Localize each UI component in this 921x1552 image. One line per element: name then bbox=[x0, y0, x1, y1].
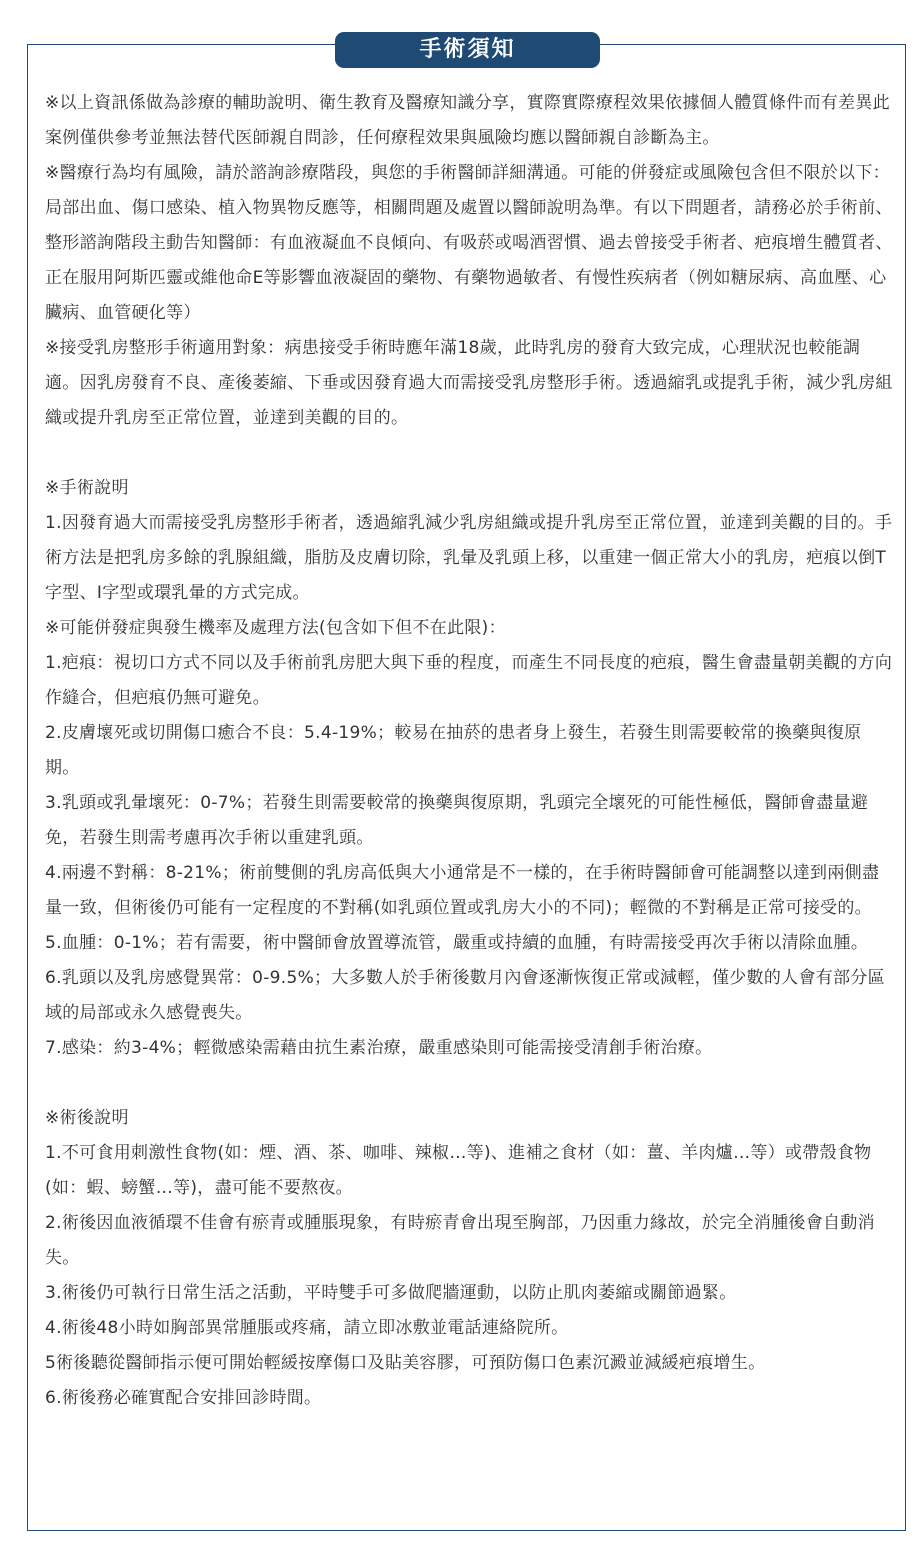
page-title: 手術須知 bbox=[335, 32, 600, 68]
postop-item: 3.術後仍可執行日常生活之活動，平時雙手可多做爬牆運動，以防止肌肉萎縮或關節過緊。 bbox=[45, 1283, 737, 1303]
disclaimer-paragraph: ※接受乳房整形手術適用對象：病患接受手術時應年滿18歲，此時乳房的發育大致完成，心理狀況也較能調適。因乳房發育不良、產後萎縮、下垂或因發育過大而需接受乳房整形手術。透過縮乳或提乳手術，減少乳房組織或提升乳房至正常位置，並達到美觀的目的。 bbox=[45, 338, 893, 428]
section-heading-surgery: ※手術說明 bbox=[45, 478, 129, 498]
complication-item: 1.疤痕：視切口方式不同以及手術前乳房肥大與下垂的程度，而產生不同長度的疤痕，醫生會盡量朝美觀的方向作縫合，但疤痕仍無可避免。 bbox=[45, 653, 893, 708]
complication-item: 7.感染：約3-4%；輕微感染需藉由抗生素治療，嚴重感染則可能需接受清創手術治療。 bbox=[45, 1038, 713, 1058]
complication-item: 6.乳頭以及乳房感覺異常：0-9.5%；大多數人於手術後數月內會逐漸恢復正常或減輕，僅少數的人會有部分區域的局部或永久感覺喪失。 bbox=[45, 968, 885, 1023]
complication-item: 4.兩邊不對稱：8-21%；術前雙側的乳房高低與大小通常是不一樣的，在手術時醫師會可能調整以達到兩側盡量一致，但術後仍可能有一定程度的不對稱(如乳頭位置或乳房大小的不同)；輕微的不對稱是正常可接受的。 bbox=[45, 863, 880, 918]
complications-heading: ※可能併發症與發生機率及處理方法(包含如下但不在此限)： bbox=[45, 618, 506, 638]
disclaimer-paragraph: ※以上資訊係做為診療的輔助說明、衛生教育及醫療知識分享，實際實際療程效果依據個人體質條件而有差異此案例僅供參考並無法替代医師親自問診，任何療程效果與風險均應以醫師親自診斷為主。 bbox=[45, 93, 890, 148]
complication-item: 5.血腫：0-1%；若有需要，術中醫師會放置導流管，嚴重或持續的血腫，有時需接受再次手術以清除血腫。 bbox=[45, 933, 869, 953]
postop-item: 1.不可食用刺激性食物(如：煙、酒、茶、咖啡、辣椒…等)、進補之食材（如：薑、羊肉爐…等）或帶殼食物(如：蝦、螃蟹…等)，盡可能不要熬夜。 bbox=[45, 1143, 872, 1198]
postop-item: 2.術後因血液循環不佳會有瘀青或腫脹現象，有時瘀青會出現至胸部，乃因重力緣故，於完全消腫後會自動消失。 bbox=[45, 1213, 875, 1268]
notice-content bbox=[45, 86, 893, 1416]
section-spacer bbox=[45, 1066, 893, 1101]
postop-item: 5術後聽從醫師指示便可開始輕緩按摩傷口及貼美容膠，可預防傷口色素沉澱並減緩疤痕增生。 bbox=[45, 1353, 766, 1373]
surgery-description: 1.因發育過大而需接受乳房整形手術者，透過縮乳減少乳房組織或提升乳房至正常位置，並達到美觀的目的。手術方法是把乳房多餘的乳腺組織，脂肪及皮膚切除，乳暈及乳頭上移，以重建一個正常大小的乳房，疤痕以倒T字型、I字型或環乳暈的方式完成。 bbox=[45, 513, 893, 603]
complication-item: 3.乳頭或乳暈壞死：0-7%；若發生則需要較常的換藥與復原期，乳頭完全壞死的可能性極低，醫師會盡量避免，若發生則需考慮再次手術以重建乳頭。 bbox=[45, 793, 869, 848]
section-heading-postop: ※術後說明 bbox=[45, 1108, 129, 1128]
disclaimer-paragraph: ※醫療行為均有風險，請於諮詢診療階段，與您的手術醫師詳細溝通。可能的併發症或風險包含但不限於以下：局部出血、傷口感染、植入物異物反應等，相關問題及處置以醫師說明為準。有以下問題者，請務必於手術前、整形諮詢階段主動告知醫師：有血液凝血不良傾向、有吸菸或喝酒習慣、過去曾接受手術者、疤痕增生體質者、正在服用阿斯匹靈或維他命E等影響血液凝固的藥物、有藥物過敏者、有慢性疾病者（例如糖尿病、高血壓、心臟病、血管硬化等） bbox=[45, 163, 893, 323]
postop-item: 4.術後48小時如胸部異常腫脹或疼痛，請立即冰敷並電話連絡院所。 bbox=[45, 1318, 569, 1338]
section-spacer bbox=[45, 436, 893, 471]
complication-item: 2.皮膚壞死或切開傷口癒合不良：5.4-19%；較易在抽菸的患者身上發生，若發生則需要較常的換藥與復原期。 bbox=[45, 723, 862, 778]
postop-item: 6.術後務必確實配合安排回診時間。 bbox=[45, 1388, 322, 1408]
